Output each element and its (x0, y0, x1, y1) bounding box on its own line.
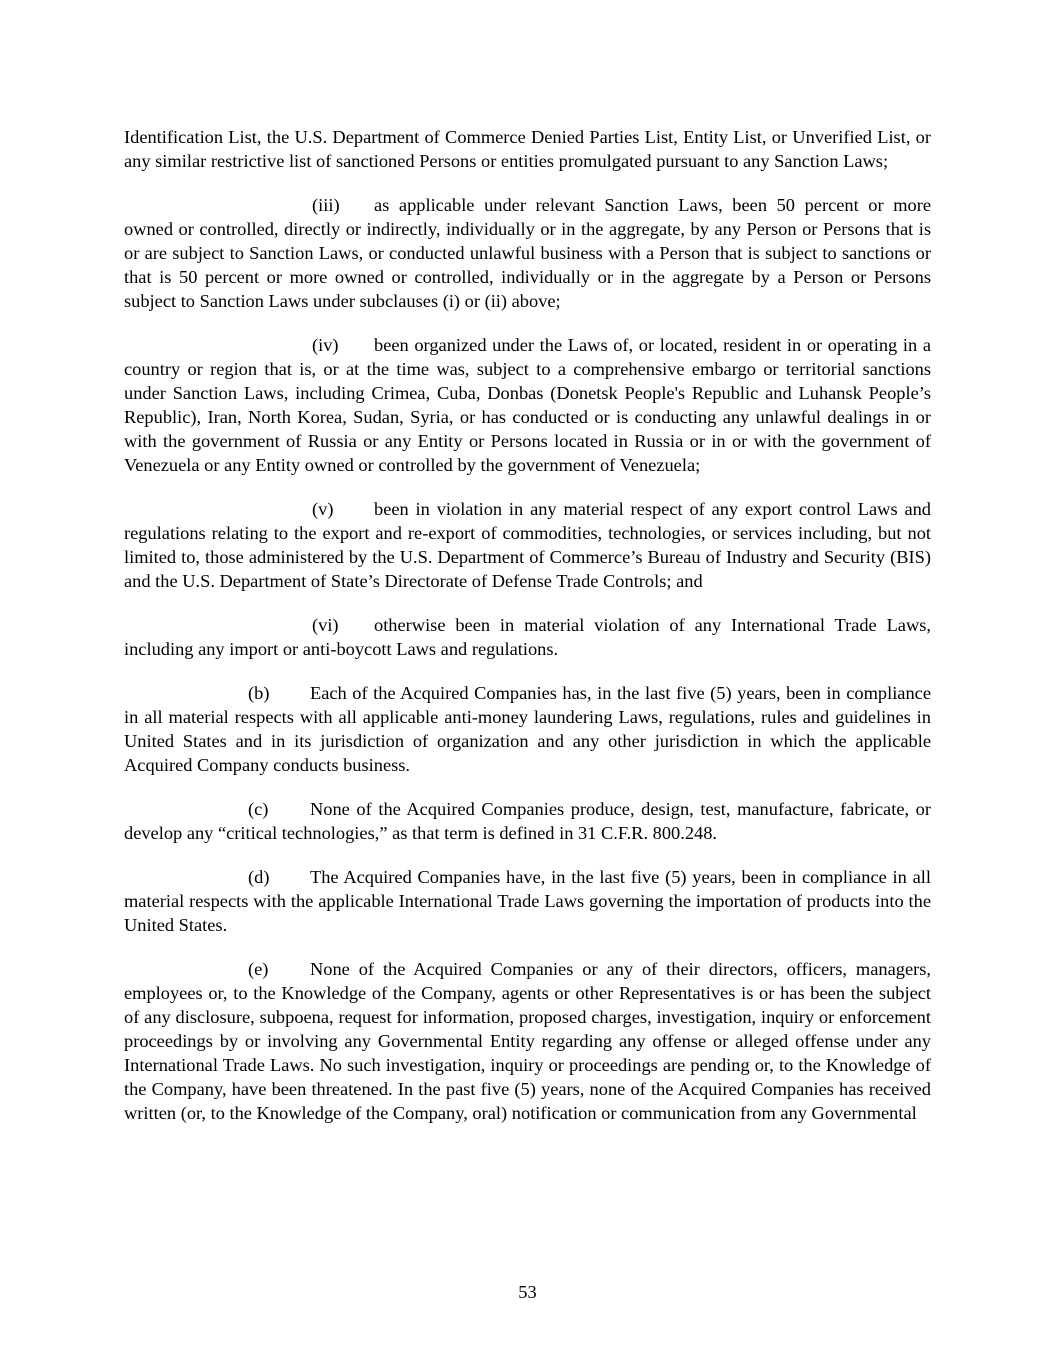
clause-iii (124, 193, 931, 313)
clause-vi (124, 613, 931, 661)
clause-marker: (vi) (312, 615, 339, 635)
paragraph-continuation (124, 125, 931, 173)
section-d (124, 865, 931, 937)
section-marker: (d) (248, 867, 270, 887)
paragraph-text: as applicable under relevant Sanction Laws, been 50 percent or more owned or controlled, directly or indirectly, individually or in the aggregate, by any Person or Persons that is or are subject to Sanction Laws, or conducted unlawful business with a Person that is subject to sanctions or that is 50 percent or more owned or controlled, individually or in the aggregate by a Person or Persons subject to Sanction Laws under subclauses (i) or (ii) above; (124, 195, 931, 311)
paragraph-text: None of the Acquired Companies produce, design, test, manufacture, fabricate, or develop any “critical technologies,” as that term is defined in 31 C.F.R. 800.248. (124, 799, 931, 843)
clause-iv (124, 333, 931, 477)
paragraph-text: been in violation in any material respect of any export control Laws and regulations relating to the export and re-export of commodities, technologies, or services including, but not limited to, those administered by the U.S. Department of Commerce’s Bureau of Industry and Security (BIS) and the U.S. Department of State’s Directorate of Defense Trade Controls; and (124, 499, 931, 591)
section-marker: (e) (248, 959, 269, 979)
paragraph-text: been organized under the Laws of, or located, resident in or operating in a country or region that is, or at the time was, subject to a comprehensive embargo or territorial sanctions under Sanction Laws, including Crimea, Cuba, Donbas (Donetsk People's Republic and Luhansk People’s Republic), Iran, North Korea, Sudan, Syria, or has conducted or is conducting any unlawful dealings in or with the government of Russia or any Entity or Persons located in Russia or in or with the government of Venezuela or any Entity owned or controlled by the government of Venezuela; (124, 335, 931, 475)
clause-marker: (iv) (312, 335, 339, 355)
paragraph-text: otherwise been in material violation of any International Trade Laws, including any import or anti-boycott Laws and regulations. (124, 615, 931, 659)
clause-v (124, 497, 931, 593)
page-number: 53 (518, 1282, 537, 1302)
clause-marker: (iii) (312, 195, 340, 215)
page-body (124, 125, 931, 1125)
paragraph-text: None of the Acquired Companies or any of their directors, officers, managers, employees or, to the Knowledge of the Company, agents or other Representatives is or has been the subject of any disclosure, subpoena, request for information, proposed charges, investigation, inquiry or enforcement proceedings by or involving any Governmental Entity regarding any offense or alleged offense under any International Trade Laws. No such investigation, inquiry or proceedings are pending or, to the Knowledge of the Company, have been threatened. In the past five (5) years, none of the Acquired Companies has received written (or, to the Knowledge of the Company, oral) notification or communication from any Governmental (124, 959, 931, 1123)
clause-marker: (v) (312, 499, 334, 519)
paragraph-text: Identification List, the U.S. Department of Commerce Denied Parties List, Entity List, or Unverified List, or any similar restrictive list of sanctioned Persons or entities promulgated pursuant to any Sanction Laws; (124, 127, 931, 171)
section-marker: (c) (248, 799, 269, 819)
section-e (124, 957, 931, 1125)
paragraph-text: The Acquired Companies have, in the last five (5) years, been in compliance in all material respects with the applicable International Trade Laws governing the importation of products into the United States. (124, 867, 931, 935)
section-marker: (b) (248, 683, 270, 703)
section-c (124, 797, 931, 845)
paragraph-text: Each of the Acquired Companies has, in the last five (5) years, been in compliance in all material respects with all applicable anti-money laundering Laws, regulations, rules and guidelines in United States and in its jurisdiction of organization and any other jurisdiction in which the applicable Acquired Company conducts business. (124, 683, 931, 775)
section-b (124, 681, 931, 777)
